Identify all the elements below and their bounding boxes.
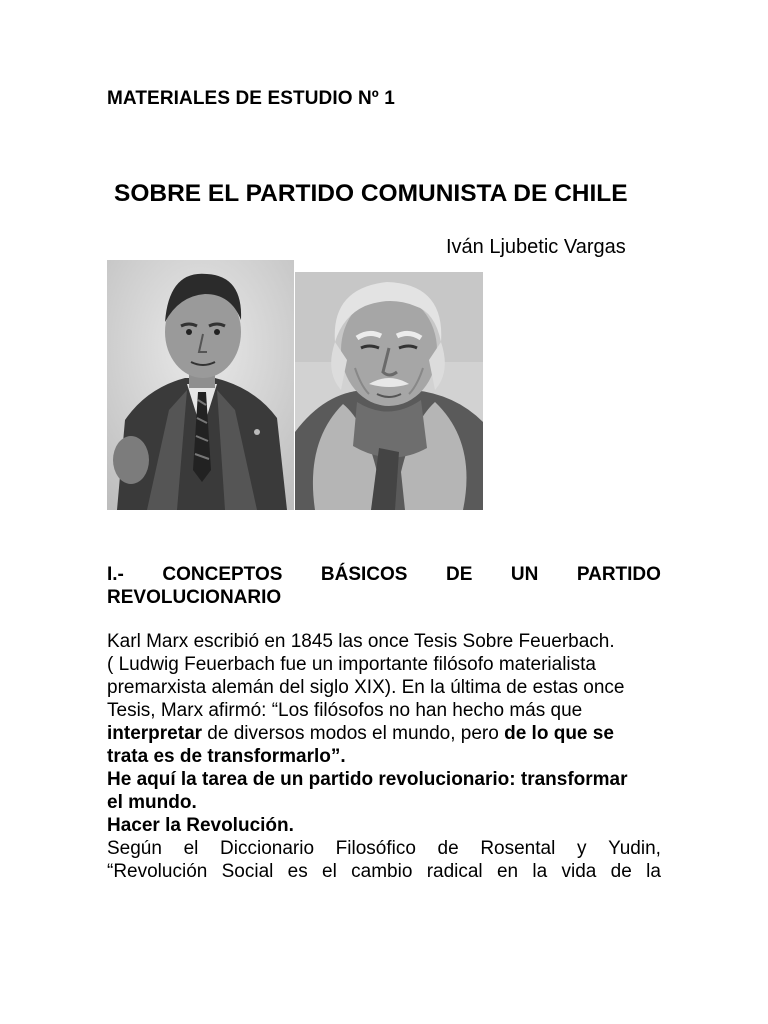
body-word: y (576, 838, 587, 859)
body-word: de (437, 838, 459, 859)
heading-word: BÁSICOS (320, 564, 408, 585)
body-word: Según (107, 838, 162, 859)
body-line (107, 860, 661, 883)
bold-text: de lo que se (504, 723, 614, 744)
body-line: ( Ludwig Feuerbach fue un importante filósofo materialista (107, 654, 596, 675)
section-heading (107, 563, 661, 609)
body-line: He aquí la tarea de un partido revolucionario: transformar (107, 769, 628, 790)
body-word: “Revolución (107, 861, 208, 882)
body-line (107, 722, 661, 745)
section-heading-line-1 (107, 563, 661, 586)
body-paragraph (107, 630, 661, 883)
author-name: Iván Ljubetic Vargas (446, 236, 626, 258)
heading-word: I.- (107, 564, 124, 585)
body-line: Hacer la Revolución. (107, 815, 294, 836)
portrait-photo-right (295, 272, 483, 510)
portrait-photo-left (107, 260, 294, 510)
body-word: vida (561, 861, 597, 882)
body-line: trata es de transformarlo”. (107, 746, 346, 767)
body-word: radical (426, 861, 483, 882)
body-word: de (610, 861, 632, 882)
body-line: Karl Marx escribió en 1845 las once Tesis Sobre Feuerbach. (107, 631, 615, 652)
body-word: cambio (351, 861, 413, 882)
heading-word: DE (445, 564, 473, 585)
body-word: el (183, 838, 199, 859)
heading-word: CONCEPTOS (162, 564, 283, 585)
body-line: Tesis, Marx afirmó: “Los filósofos no han hecho más que (107, 700, 583, 721)
body-word: Filosófico (335, 838, 416, 859)
heading-word: PARTIDO (576, 564, 661, 585)
study-materials-label: MATERIALES DE ESTUDIO Nº 1 (107, 88, 395, 109)
body-text-span: de diversos modos el mundo, pero (202, 723, 505, 744)
heading-word: UN (510, 564, 539, 585)
body-word: la (646, 861, 661, 882)
body-word: Yudin, (608, 838, 661, 859)
document-title: SOBRE EL PARTIDO COMUNISTA DE CHILE (114, 180, 628, 207)
body-word: la (532, 861, 548, 882)
bold-text: interpretar (107, 723, 203, 744)
section-heading-line-2: REVOLUCIONARIO (107, 587, 282, 608)
body-word: Diccionario (220, 838, 315, 859)
body-line: premarxista alemán del siglo XIX). En la última de estas once (107, 677, 625, 698)
body-word: en (496, 861, 519, 882)
body-line: el mundo. (107, 792, 197, 813)
body-word: Social (221, 861, 274, 882)
body-word: el (322, 861, 337, 882)
body-word: Rosental (480, 838, 556, 859)
body-word: es (287, 861, 308, 882)
body-line (107, 837, 661, 860)
